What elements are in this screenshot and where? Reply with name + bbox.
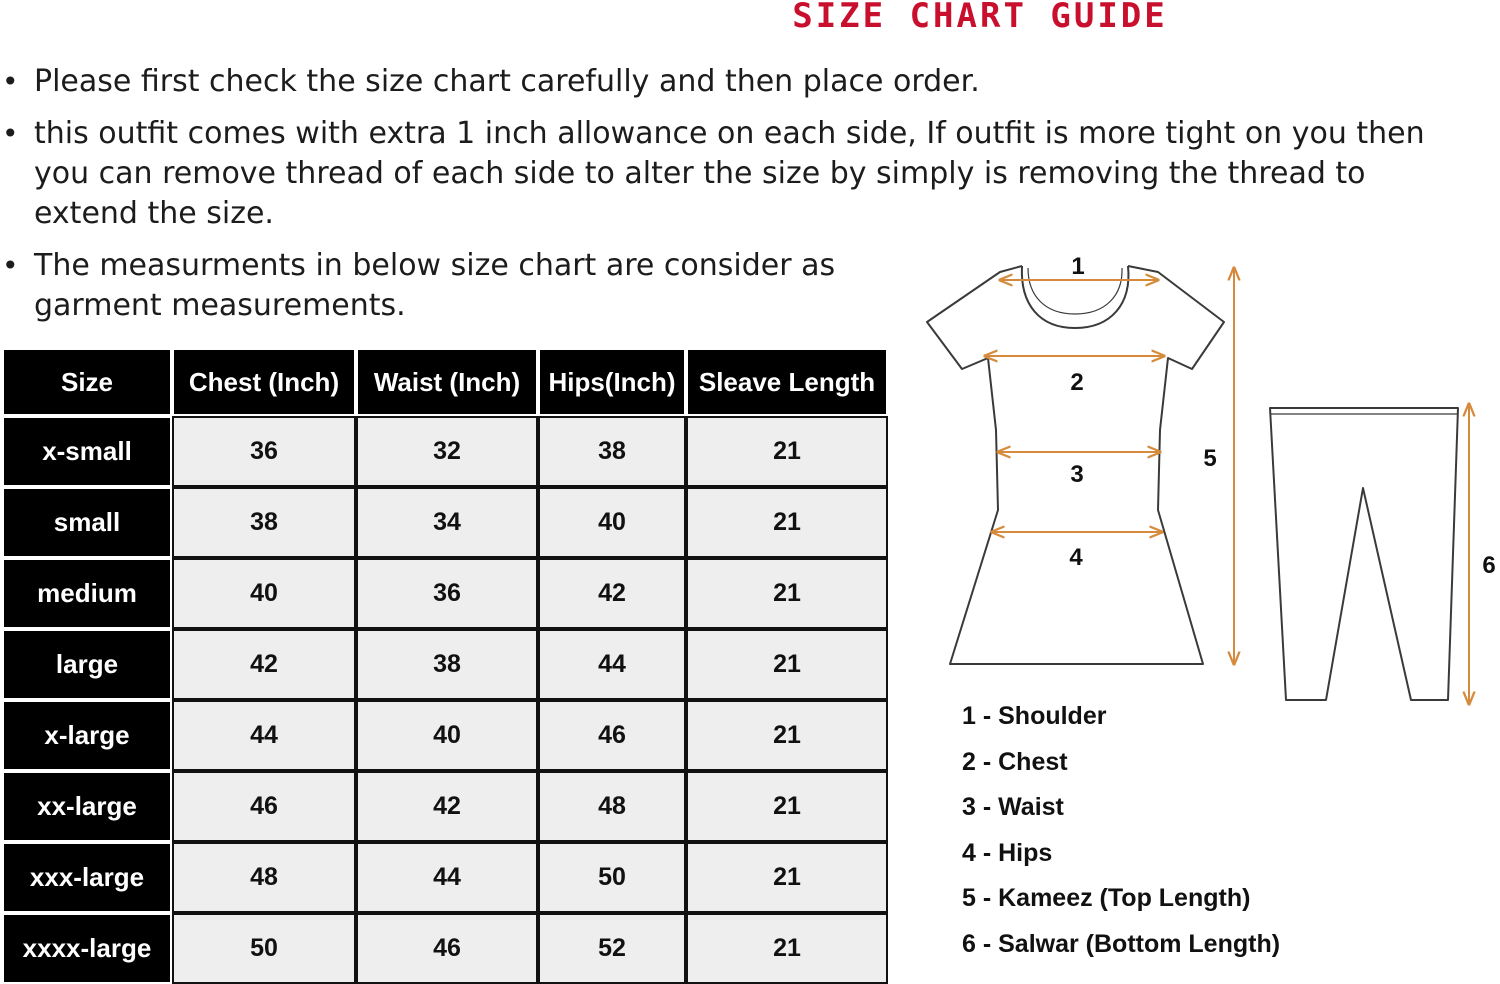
table-row <box>2 416 888 487</box>
garment-diagram <box>900 240 1500 720</box>
table-header-row <box>2 348 888 416</box>
sleeve-value: 21 <box>686 700 888 771</box>
size-label: x-large <box>2 700 172 771</box>
waist-value: 42 <box>356 771 538 842</box>
size-label: medium <box>2 558 172 629</box>
marker-4: 4 <box>1069 544 1083 571</box>
waist-value: 40 <box>356 700 538 771</box>
hips-value: 46 <box>538 700 686 771</box>
hips-value: 48 <box>538 771 686 842</box>
chest-value: 50 <box>172 913 356 984</box>
chest-value: 36 <box>172 416 356 487</box>
chest-value: 46 <box>172 771 356 842</box>
hips-value: 40 <box>538 487 686 558</box>
hips-value: 50 <box>538 842 686 913</box>
hips-value: 38 <box>538 416 686 487</box>
waist-value: 36 <box>356 558 538 629</box>
hips-value: 52 <box>538 913 686 984</box>
sleeve-value: 21 <box>686 629 888 700</box>
measurement-legend <box>962 694 1280 967</box>
note-item: • The measurments in below size chart are consider as garment measurements. <box>0 246 894 326</box>
waist-value: 44 <box>356 842 538 913</box>
note-item: • this outfit comes with extra 1 inch allowance on each side, If outfit is more tight on you then you can remove thread of each side to alter the size by simply is removing the thread to extend the size. <box>0 114 1474 234</box>
header-size: Size <box>2 348 172 416</box>
table-row <box>2 771 888 842</box>
sleeve-value: 21 <box>686 416 888 487</box>
table-row <box>2 629 888 700</box>
legend-item-waist: 3 - Waist <box>962 793 1064 821</box>
chest-value: 40 <box>172 558 356 629</box>
waist-value: 38 <box>356 629 538 700</box>
hips-value: 42 <box>538 558 686 629</box>
sleeve-value: 21 <box>686 842 888 913</box>
waist-value: 46 <box>356 913 538 984</box>
legend-item-kameez-length: 5 - Kameez (Top Length) <box>962 884 1251 912</box>
marker-1: 1 <box>1071 253 1085 280</box>
sleeve-value: 21 <box>686 771 888 842</box>
size-chart-table <box>2 348 888 984</box>
waist-value: 34 <box>356 487 538 558</box>
marker-3: 3 <box>1070 461 1084 488</box>
legend-item-salwar-length: 6 - Salwar (Bottom Length) <box>962 929 1281 958</box>
table-row <box>2 700 888 771</box>
size-label: xx-large <box>2 771 172 842</box>
sleeve-value: 21 <box>686 487 888 558</box>
marker-2: 2 <box>1070 369 1084 396</box>
marker-5: 5 <box>1203 445 1217 472</box>
sleeve-value: 21 <box>686 913 888 984</box>
header-sleeve-length: Sleave Length <box>686 348 888 416</box>
chest-value: 48 <box>172 842 356 913</box>
header-hips: Hips(Inch) <box>538 348 686 416</box>
size-label: x-small <box>2 416 172 487</box>
waist-value: 32 <box>356 416 538 487</box>
table-row <box>2 558 888 629</box>
legend-item-shoulder: 1 - Shoulder <box>962 702 1107 730</box>
header-chest: Chest (Inch) <box>172 348 356 416</box>
size-label: small <box>2 487 172 558</box>
legend-item-hips: 4 - Hips <box>962 838 1053 867</box>
header-waist: Waist (Inch) <box>356 348 538 416</box>
note-item: • Please first check the size chart carefully and then place order. <box>0 62 1474 102</box>
size-label: large <box>2 629 172 700</box>
chest-value: 38 <box>172 487 356 558</box>
sleeve-value: 21 <box>686 558 888 629</box>
salwar-outline-icon <box>1270 408 1458 700</box>
hips-value: 44 <box>538 629 686 700</box>
chest-value: 44 <box>172 700 356 771</box>
chest-value: 42 <box>172 629 356 700</box>
table-row <box>2 487 888 558</box>
table-row <box>2 842 888 913</box>
size-label: xxxx-large <box>2 913 172 984</box>
page-title: SIZE CHART GUIDE <box>792 0 1168 36</box>
marker-6: 6 <box>1482 552 1496 579</box>
size-label: xxx-large <box>2 842 172 913</box>
legend-item-chest: 2 - Chest <box>962 747 1068 776</box>
table-row <box>2 913 888 984</box>
